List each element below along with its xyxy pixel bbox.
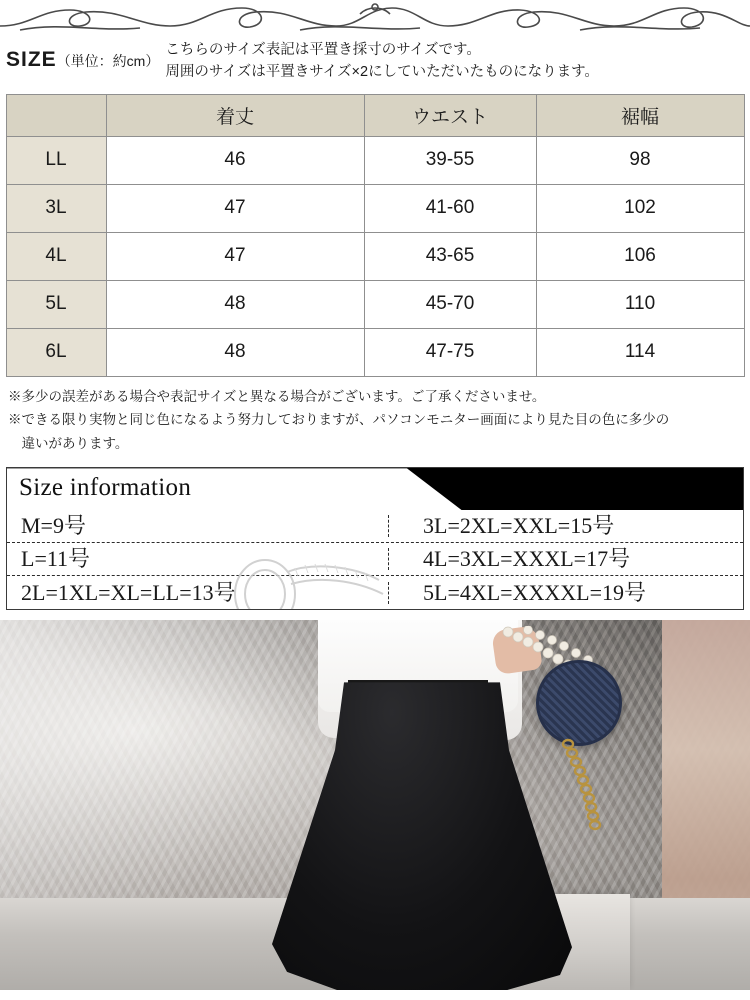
product-photo: [0, 620, 750, 990]
table-row: [6, 184, 744, 232]
size-info-row: [7, 510, 743, 543]
bag-chain-icon: [556, 738, 614, 834]
table-header-cell-waist: ウエスト: [364, 94, 536, 136]
table-header-cell-size: [6, 94, 106, 136]
size-info-right: 5L=4XL=XXXXL=19号: [423, 579, 646, 605]
disclaimer-notes: [0, 377, 750, 456]
size-label: [6, 38, 159, 72]
table-cell-waist: 41-60: [364, 184, 536, 232]
table-cell-length: 47: [106, 232, 364, 280]
size-measure-note: [159, 38, 599, 84]
table-cell-length: 46: [106, 136, 364, 184]
size-information-grid: [7, 510, 743, 609]
size-information-title-bar: [7, 468, 743, 510]
table-cell-hem: 98: [536, 136, 744, 184]
table-cell-hem: 106: [536, 232, 744, 280]
table-cell-size: 6L: [6, 328, 106, 376]
table-cell-waist: 47-75: [364, 328, 536, 376]
note-line-1: ※多少の誤差がある場合や表記サイズと異なる場合がございます。ご了承くださいませ。: [8, 388, 546, 404]
table-row: [6, 280, 744, 328]
table-cell-length: 48: [106, 328, 364, 376]
note-line-3: 違いがあります。: [8, 435, 129, 451]
table-cell-hem: 102: [536, 184, 744, 232]
table-cell-length: 47: [106, 184, 364, 232]
size-information-box: [6, 467, 744, 610]
size-note-line1: こちらのサイズ表記は平置き採寸のサイズです。: [165, 42, 481, 58]
table-row: [6, 232, 744, 280]
table-cell-waist: 43-65: [364, 232, 536, 280]
size-info-left: 2L=1XL=XL=LL=13号: [7, 582, 389, 604]
size-label-unit: （単位：約cm）: [56, 53, 160, 69]
size-information-title: Size information: [19, 474, 192, 502]
table-cell-size: 5L: [6, 280, 106, 328]
size-info-right: 3L=2XL=XXL=15号: [423, 513, 615, 539]
table-header-row: [6, 94, 744, 136]
size-label-main: SIZE: [6, 48, 57, 71]
table-header-cell-length: 着丈: [106, 94, 364, 136]
table-cell-hem: 110: [536, 280, 744, 328]
table-cell-size: 4L: [6, 232, 106, 280]
table-cell-waist: 39-55: [364, 136, 536, 184]
decorative-scroll-border: [0, 0, 750, 36]
table-row: [6, 136, 744, 184]
size-info-left: M=9号: [7, 515, 389, 537]
table-row: [6, 328, 744, 376]
table-header-cell-hem: 裾幅: [536, 94, 744, 136]
table-cell-waist: 45-70: [364, 280, 536, 328]
size-table: [6, 94, 745, 377]
size-info-row: [7, 576, 743, 609]
size-info-left: L=11号: [7, 548, 389, 570]
size-note-line2: 周囲のサイズは平置きサイズ×2にしていただいたものになります。: [165, 63, 599, 80]
size-info-right: 4L=3XL=XXXL=17号: [423, 546, 631, 572]
table-cell-size: 3L: [6, 184, 106, 232]
tweed-round-bag: [536, 660, 622, 746]
note-line-2: ※できる限り実物と同じ色になるよう努力しておりますが、パソコンモニター画面により見た目の色に多少の: [8, 412, 670, 428]
table-cell-size: LL: [6, 136, 106, 184]
table-cell-length: 48: [106, 280, 364, 328]
size-info-row: [7, 543, 743, 576]
size-header: [0, 36, 750, 90]
table-cell-hem: 114: [536, 328, 744, 376]
